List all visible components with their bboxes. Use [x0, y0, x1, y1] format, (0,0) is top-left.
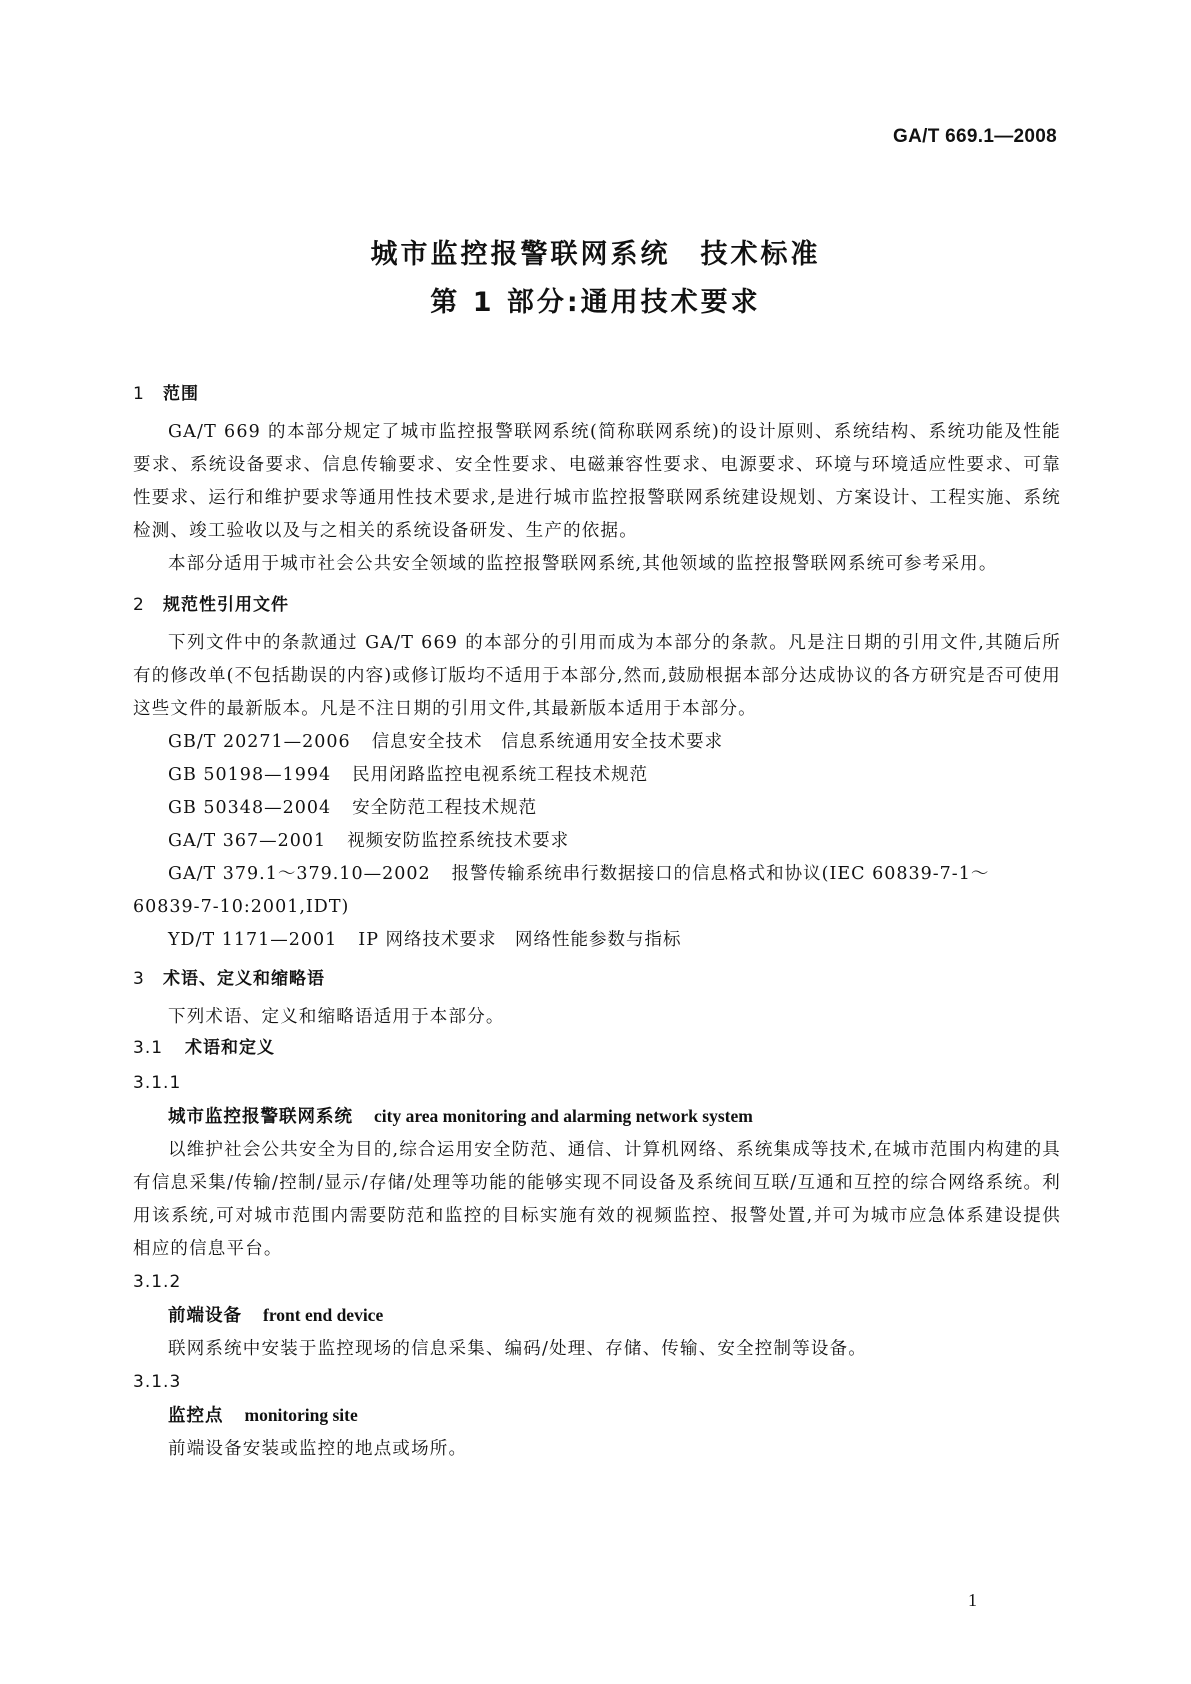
reference-title: IP 网络技术要求 网络性能参数与指标	[358, 930, 682, 950]
page-number: 1	[968, 1590, 977, 1610]
section-number: 3	[133, 969, 145, 989]
section-heading-1	[133, 380, 1061, 416]
references-intro-paragraph: 下列文件中的条款通过 GA/T 669 的本部分的引用而成为本部分的条款。凡是注日期的引用文件,其随后所有的修改单(不包括勘误的内容)或修订版均不适用于本部分,然而,鼓励根据本部分达成协议的各方研究是否可使用这些文件的最新版本。凡是不注日期的引用文件,其最新版本适用于本部分。	[133, 633, 1061, 719]
term-chinese: 前端设备	[168, 1306, 242, 1326]
reference-code: GA/T 379.1～379.10—2002	[168, 864, 431, 884]
term-heading	[133, 1399, 1061, 1433]
term-definition: 以维护社会公共安全为目的,综合运用安全防范、通信、计算机网络、系统集成等技术,在城市范围内构建的具有信息采集/传输/控制/显示/存储/处理等功能的能够实现不同设备及系统间互联/互通和互控的综合网络系统。利用该系统,可对城市范围内需要防范和监控的目标实施有效的视频监控、报警处置,并可为城市应急体系建设提供相应的信息平台。	[133, 1140, 1061, 1259]
standard-number: GA/T 669.1—2008	[893, 126, 1057, 147]
reference-item	[133, 759, 1061, 792]
section-number: 1	[133, 384, 145, 404]
reference-code: YD/T 1171—2001	[168, 930, 338, 950]
document-subtitle: 第 1 部分:通用技术要求	[430, 287, 761, 318]
term-definition: 前端设备安装或监控的地点或场所。	[168, 1439, 468, 1459]
scope-paragraph-1: GA/T 669 的本部分规定了城市监控报警联网系统(简称联网系统)的设计原则、系统结构、系统功能及性能要求、系统设备要求、信息传输要求、安全性要求、电磁兼容性要求、电源要求、环境与环境适应性要求、可靠性要求、运行和维护要求等通用性技术要求,是进行城市监控报警联网系统建设规划、方案设计、工程实施、系统检测、竣工验收以及与之相关的系统设备研发、生产的依据。	[133, 422, 1061, 541]
reference-code: GB 50348—2004	[168, 798, 332, 818]
reference-item	[133, 858, 1061, 891]
reference-title: 视频安防监控系统技术要求	[347, 831, 570, 851]
subsection-number: 3.1	[133, 1038, 164, 1058]
term-english: city area monitoring and alarming network system	[374, 1106, 753, 1126]
term-heading	[133, 1100, 1061, 1134]
section-title: 规范性引用文件	[163, 595, 289, 615]
reference-title: 民用闭路监控电视系统工程技术规范	[352, 765, 649, 785]
term-chinese: 监控点	[168, 1406, 224, 1426]
reference-title: 报警传输系统串行数据接口的信息格式和协议(IEC 60839-7-1～	[451, 864, 990, 884]
reference-item	[133, 792, 1061, 825]
term-english: monitoring site	[244, 1405, 358, 1425]
section-number: 2	[133, 595, 145, 615]
reference-item	[133, 924, 1061, 957]
reference-code: GA/T 367—2001	[168, 831, 327, 851]
subsection-title: 术语和定义	[185, 1038, 275, 1058]
reference-code: GB 50198—1994	[168, 765, 332, 785]
section-heading-2	[133, 591, 1061, 627]
term-chinese: 城市监控报警联网系统	[168, 1107, 353, 1127]
terms-intro-paragraph: 下列术语、定义和缩略语适用于本部分。	[168, 1007, 505, 1027]
reference-title-continuation: 60839-7-10:2001,IDT)	[133, 897, 350, 917]
term-definition: 联网系统中安装于监控现场的信息采集、编码/处理、存储、传输、安全控制等设备。	[168, 1339, 867, 1359]
reference-code: GB/T 20271—2006	[168, 732, 351, 752]
section-heading-3	[133, 965, 1061, 1001]
reference-title: 安全防范工程技术规范	[352, 798, 538, 818]
reference-item	[133, 726, 1061, 759]
term-number: 3.1.3	[133, 1372, 182, 1392]
document-body	[133, 380, 1061, 1466]
reference-title: 信息安全技术 信息系统通用安全技术要求	[371, 732, 724, 752]
scope-paragraph-2: 本部分适用于城市社会公共安全领域的监控报警联网系统,其他领域的监控报警联网系统可参考采用。	[168, 554, 998, 574]
term-number: 3.1.1	[133, 1073, 182, 1093]
reference-item	[133, 825, 1061, 858]
term-heading	[133, 1299, 1061, 1333]
section-title: 术语、定义和缩略语	[163, 969, 325, 989]
term-english: front end device	[263, 1305, 384, 1325]
section-title: 范围	[163, 384, 199, 404]
subsection-heading-3-1	[133, 1034, 1061, 1067]
document-title: 城市监控报警联网系统 技术标准	[370, 239, 821, 270]
term-number: 3.1.2	[133, 1272, 182, 1292]
